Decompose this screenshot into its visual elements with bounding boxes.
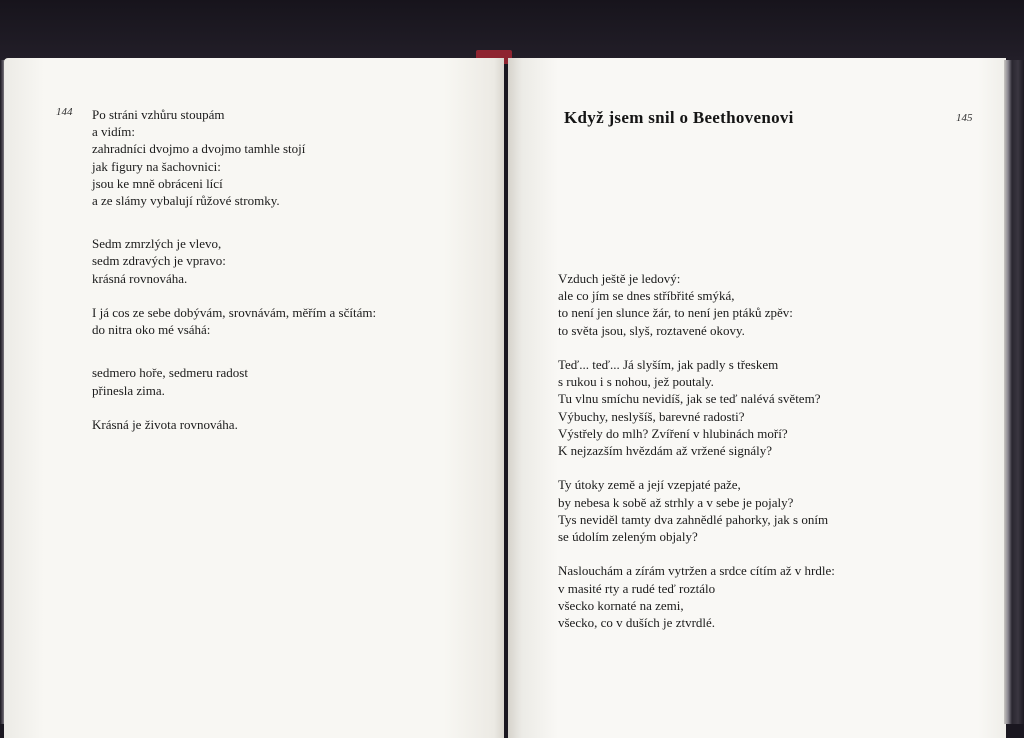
- poem-line: by nebesa k sobě až strhly a v sebe je pojaly?: [558, 494, 794, 510]
- book-edge-right: [1004, 60, 1024, 724]
- poem-line: a vidím:: [92, 124, 135, 140]
- poem-line: to není jen slunce žár, to není jen ptáků zpěv:: [558, 305, 793, 321]
- poem-line: všecko, co v duších je ztvrdlé.: [558, 615, 716, 631]
- poem-left: [92, 106, 376, 450]
- page-number-left: 144: [56, 106, 73, 118]
- stanza: [558, 356, 835, 459]
- poem-right: [558, 270, 835, 648]
- poem-line: jsou ke mně obráceni lící: [92, 175, 223, 191]
- poem-line: Teď... teď... Já slyším, jak padly s třeskem: [558, 357, 779, 372]
- poem-line: to světa jsou, slyš, roztavené okovy.: [558, 322, 745, 338]
- poem-line: Naslouchám a zírám vytržen a srdce cítím až v hrdle:: [558, 563, 835, 579]
- poem-line: Po stráni vzhůru stoupám: [92, 107, 225, 122]
- poem-line: Vzduch ještě je ledový:: [558, 271, 681, 286]
- poem-line: Tys neviděl tamty dva zahnědlé pahorky, jak s oním: [558, 511, 829, 527]
- left-page: [4, 58, 504, 738]
- poem-line: se údolím zeleným objaly?: [558, 529, 698, 545]
- poem-line: K nejzazším hvězdám až vržené signály?: [558, 443, 773, 459]
- poem-line: a ze slámy vybalují růžové stromky.: [92, 193, 280, 209]
- poem-line: Výstřely do mlh? Zvíření v hlubinách moří?: [558, 425, 788, 441]
- stanza: [558, 476, 835, 545]
- poem-line: Sedm zmrzlých je vlevo,: [92, 236, 222, 252]
- poem-line: Ty útoky země a její vzepjaté paže,: [558, 477, 741, 493]
- poem-line: s rukou i s nohou, jež poutaly.: [558, 374, 714, 390]
- stanza: [92, 304, 376, 338]
- stanza: [558, 270, 835, 339]
- stanza: [92, 364, 376, 398]
- poem-line: krásná rovnováha.: [92, 270, 188, 286]
- poem-line: do nitra oko mé vsáhá:: [92, 322, 211, 338]
- stanza: [92, 416, 376, 433]
- poem-line: sedm zdravých je vpravo:: [92, 253, 226, 269]
- poem-line: I já cos ze sebe dobývám, srovnávám, měřím a sčítám:: [92, 305, 377, 321]
- stanza: [92, 106, 376, 209]
- poem-line: jak figury na šachovnici:: [92, 158, 221, 174]
- poem-line: Krásná je života rovnováha.: [92, 417, 238, 433]
- stanza: [558, 562, 835, 631]
- poem-line: Tu vlnu smíchu nevidíš, jak se teď nalévá světem?: [558, 391, 821, 407]
- poem-line: Výbuchy, neslyšíš, barevné radosti?: [558, 408, 745, 424]
- poem-line: zahradníci dvojmo a dvojmo tamhle stojí: [92, 141, 306, 157]
- poem-line: v masité rty a rudé teď roztálo: [558, 580, 716, 596]
- stanza: [92, 235, 376, 287]
- scanner-background: [0, 0, 1024, 60]
- page-number-right: 145: [956, 112, 973, 124]
- poem-line: všecko kornaté na zemi,: [558, 597, 684, 613]
- right-page: [508, 58, 1006, 738]
- poem-title: Když jsem snil o Beethovenovi: [564, 108, 794, 127]
- poem-line: ale co jím se dnes stříbřité smýká,: [558, 288, 735, 304]
- poem-line: přinesla zima.: [92, 382, 165, 398]
- poem-line: sedmero hoře, sedmeru radost: [92, 365, 248, 381]
